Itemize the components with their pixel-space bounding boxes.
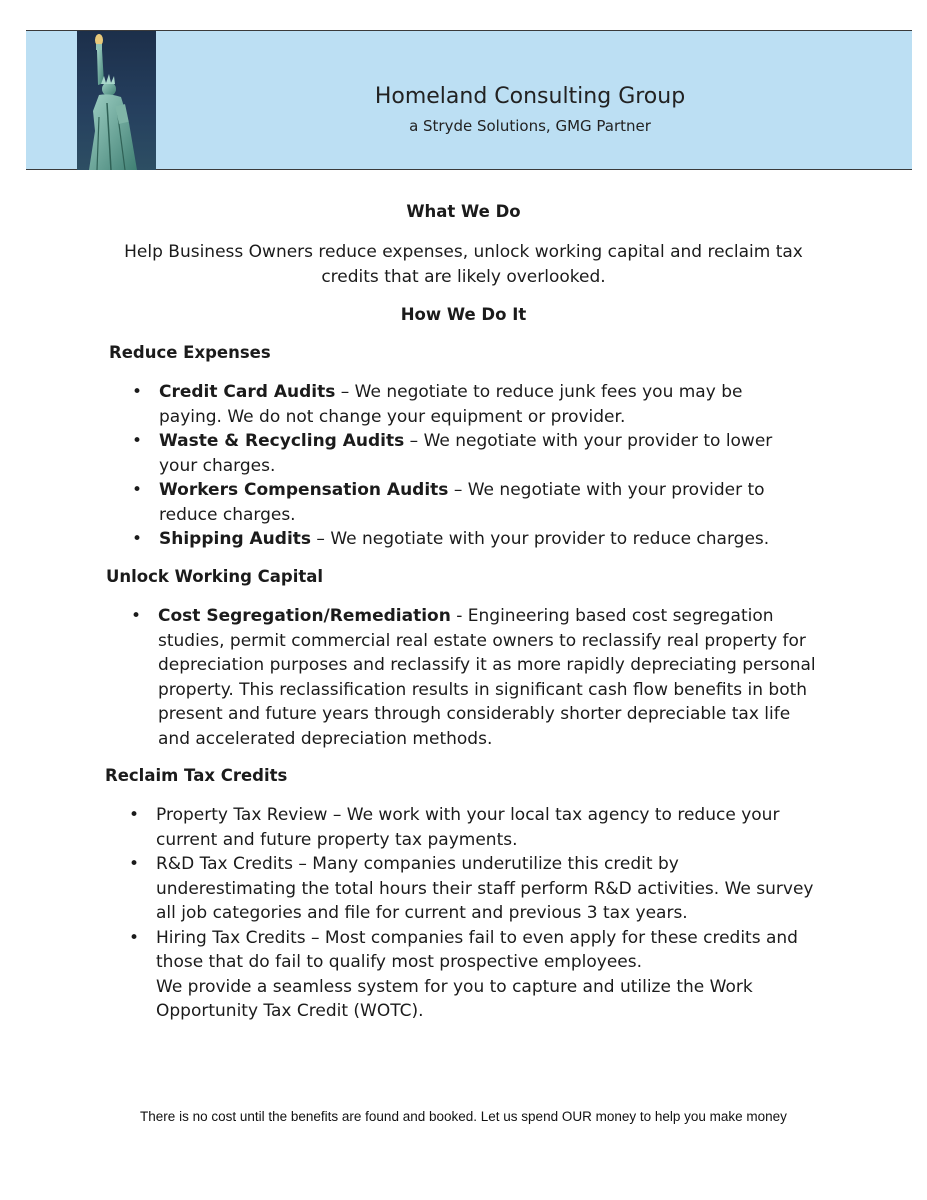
bullet-icon: •: [129, 854, 140, 874]
item-text: R&D Tax Credits – Many companies underutilize this credit by underestimating the total hours their staff perform R&D activities. We survey all job categories and file for current and previous 3 tax years.: [156, 854, 814, 923]
item-title: Waste & Recycling Audits: [159, 431, 405, 451]
list-item: [129, 803, 821, 852]
reduce-expenses-list: [132, 380, 809, 552]
item-text: – We negotiate with your provider to reduce charges.: [311, 529, 770, 549]
list-item: [131, 604, 818, 751]
item-title: Credit Card Audits: [159, 382, 336, 402]
bullet-icon: •: [132, 480, 143, 500]
statue-of-liberty-photo: [77, 31, 156, 170]
bullet-icon: •: [129, 805, 140, 825]
item-text-continued: We provide a seamless system for you to capture and utilize the Work Opportunity Tax Credit (WOTC).: [156, 976, 753, 1021]
reclaim-tax-heading: Reclaim Tax Credits: [105, 766, 288, 785]
item-text: - Engineering based cost segregation studies, permit commercial real estate owners to reclassify real property for depreciation purposes and reclassify it as more rapidly depreciating personal property. This reclassification results in significant cash flow benefits in both present and future years through considerably shorter depreciable tax life and accelerated depreciation methods.: [158, 606, 816, 749]
org-name: Homeland Consulting Group: [374, 84, 686, 109]
what-we-do-heading: What We Do: [406, 202, 521, 221]
item-text: – We negotiate with your provider to lower your charges.: [159, 431, 773, 476]
list-item: [132, 478, 809, 527]
bullet-icon: •: [132, 382, 143, 402]
list-item: [132, 429, 809, 478]
what-we-do-line-2: credits that are likely overlooked.: [321, 267, 606, 287]
item-text: – We negotiate to reduce junk fees you may be paying. We do not change your equipment or provider.: [159, 382, 743, 427]
unlock-capital-list: [131, 604, 818, 751]
item-title: Shipping Audits: [159, 529, 312, 549]
reduce-expenses-heading: Reduce Expenses: [109, 343, 271, 362]
bullet-icon: •: [131, 606, 142, 626]
item-text: Property Tax Review – We work with your local tax agency to reduce your current and future property tax payments.: [156, 805, 780, 850]
item-text: Hiring Tax Credits – Most companies fail to even apply for these credits and those that do fail to qualify most prospective employees.: [156, 927, 798, 972]
org-subtitle: a Stryde Solutions, GMG Partner: [409, 117, 651, 135]
list-item: [129, 926, 821, 1024]
unlock-capital-heading: Unlock Working Capital: [106, 567, 324, 586]
item-title: Workers Compensation Audits: [159, 480, 449, 500]
list-item: [132, 380, 809, 429]
reclaim-tax-list: [129, 803, 821, 1024]
item-text: – We negotiate with your provider to reduce charges.: [159, 480, 765, 525]
bullet-icon: •: [129, 927, 140, 948]
list-item: [132, 527, 809, 552]
bullet-icon: •: [132, 431, 143, 451]
footer-note: There is no cost until the benefits are found and booked. Let us spend OUR money to help you make money: [140, 1109, 787, 1124]
how-we-do-it-heading: How We Do It: [400, 305, 527, 324]
list-item: [129, 852, 821, 926]
what-we-do-line-1: Help Business Owners reduce expenses, unlock working capital and reclaim tax: [124, 242, 803, 262]
bullet-icon: •: [132, 529, 143, 549]
item-title: Cost Segregation/Remediation: [158, 606, 451, 626]
